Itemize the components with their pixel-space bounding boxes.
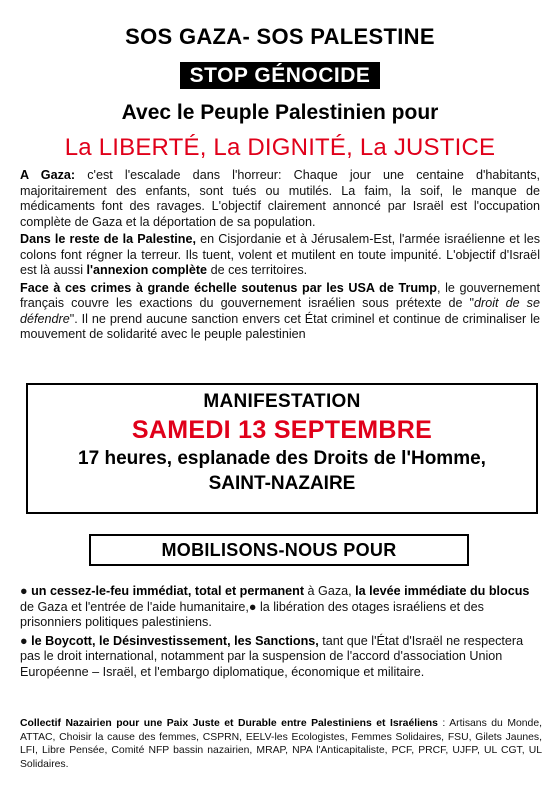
demand-item-ceasefire: [20, 584, 540, 631]
manifestation-place: 17 heures, esplanade des Droits de l'Homme,: [78, 448, 486, 469]
bullet-icon: ●: [20, 633, 28, 648]
signatories-list: : Artisans du Monde, ATTAC, Choisir la cause des femmes, CSPRN, EELV-les Ecologistes, Femmes Solidaires, FSU, Gilets Jaunes, LFI, Libre Pensée, Comité NFP bassin nazairien, MRAP, NPA l'Anticapitaliste, PCF, PRCF, UJFP, UL CGT, UL Solidaires.: [20, 718, 542, 770]
self-defense-text: droit de se défendre: [20, 296, 540, 326]
manifestation-date: SAMEDI 13 SEPTEMBRE: [131, 416, 433, 444]
gaza-paragraph: [20, 168, 540, 230]
red-headline: La LIBERTÉ, La DIGNITÉ, La JUSTICE: [64, 134, 496, 161]
bullet-icon: ●: [20, 584, 28, 598]
manifestation-heading: MANIFESTATION: [203, 391, 361, 412]
signatories-section: [20, 717, 542, 771]
usa-paragraph: [20, 281, 540, 343]
flyer-title: SOS GAZA- SOS PALESTINE: [125, 24, 435, 49]
gaza-lead: A Gaza:: [20, 168, 76, 182]
demand-ceasefire-bold: un cessez-le-feu immédiat, total et permanent: [31, 584, 305, 598]
stop-banner-wrap: [0, 62, 560, 89]
stop-genocide-banner: STOP GÉNOCIDE: [180, 62, 381, 89]
gaza-text: c'est l'escalade dans l'horreur: Chaque jour une centaine d'habitants, majoritairement des enfants, sont tués ou mutilés. La faim, la soif, le manque de médicaments font des ravages. L'objectif clairement annoncé par Israël est l'occupation complète de Gaza et la déportation de sa population.: [20, 168, 541, 229]
demand-bds-text: tant que l'État d'Israël ne respectera pas le droit international, notamment par la suspension de l'accord d'association Union Européenne – Israël, et l'embargo diplomatique, économique et militaire.: [20, 633, 524, 679]
intro-section: [20, 168, 540, 345]
bullet-icon: ●: [248, 599, 257, 614]
usa-lead: Face à ces crimes à grande échelle soutenus par les USA de Trump: [20, 280, 437, 295]
mobilisation-heading: MOBILISONS-NOUS POUR: [89, 534, 469, 566]
collective-name: Collectif Nazairien pour une Paix Juste et Durable entre Palestiniens et Israéliens: [20, 718, 438, 729]
palestine-end: de ces territoires.: [207, 263, 308, 277]
palestine-text: en Cisjordanie et à Jérusalem-Est, l'armée israélienne et les colons font régner la terreur. Ils tuent, volent et mutilent en toute impunité. L'objectif d'Israël est là aussi: [20, 232, 540, 277]
demand-blockade-bold: la levée immédiate du blocus: [355, 584, 530, 598]
demand-item-bds: [20, 634, 540, 681]
usa-end: ". Il ne prend aucune sanction envers cet État criminel et continue de criminaliser le mouvement de solidarité avec le peuple palestinien: [20, 311, 540, 341]
usa-text: , le gouvernement français couvre les exactions du gouvernement israélien sous prétexte de ": [20, 280, 541, 310]
demands-section: [20, 584, 540, 683]
palestine-paragraph: [20, 232, 540, 279]
palestine-lead: Dans le reste de la Palestine,: [20, 232, 197, 246]
annexion-text: l'annexion complète: [86, 263, 208, 277]
manifestation-city: SAINT-NAZAIRE: [208, 473, 356, 494]
manifestation-box: [26, 383, 538, 514]
demand-blockade-text: de Gaza et l'entrée de l'aide humanitaire,: [20, 599, 249, 614]
subtitle: Avec le Peuple Palestinien pour: [121, 101, 439, 124]
demand-ceasefire-text: à Gaza,: [304, 584, 356, 598]
demand-hostages-text: la libération des otages israéliens et des prisonniers politiques palestiniens.: [20, 599, 484, 629]
demand-bds-bold: le Boycott, le Désinvestissement, les Sanctions,: [31, 633, 319, 648]
